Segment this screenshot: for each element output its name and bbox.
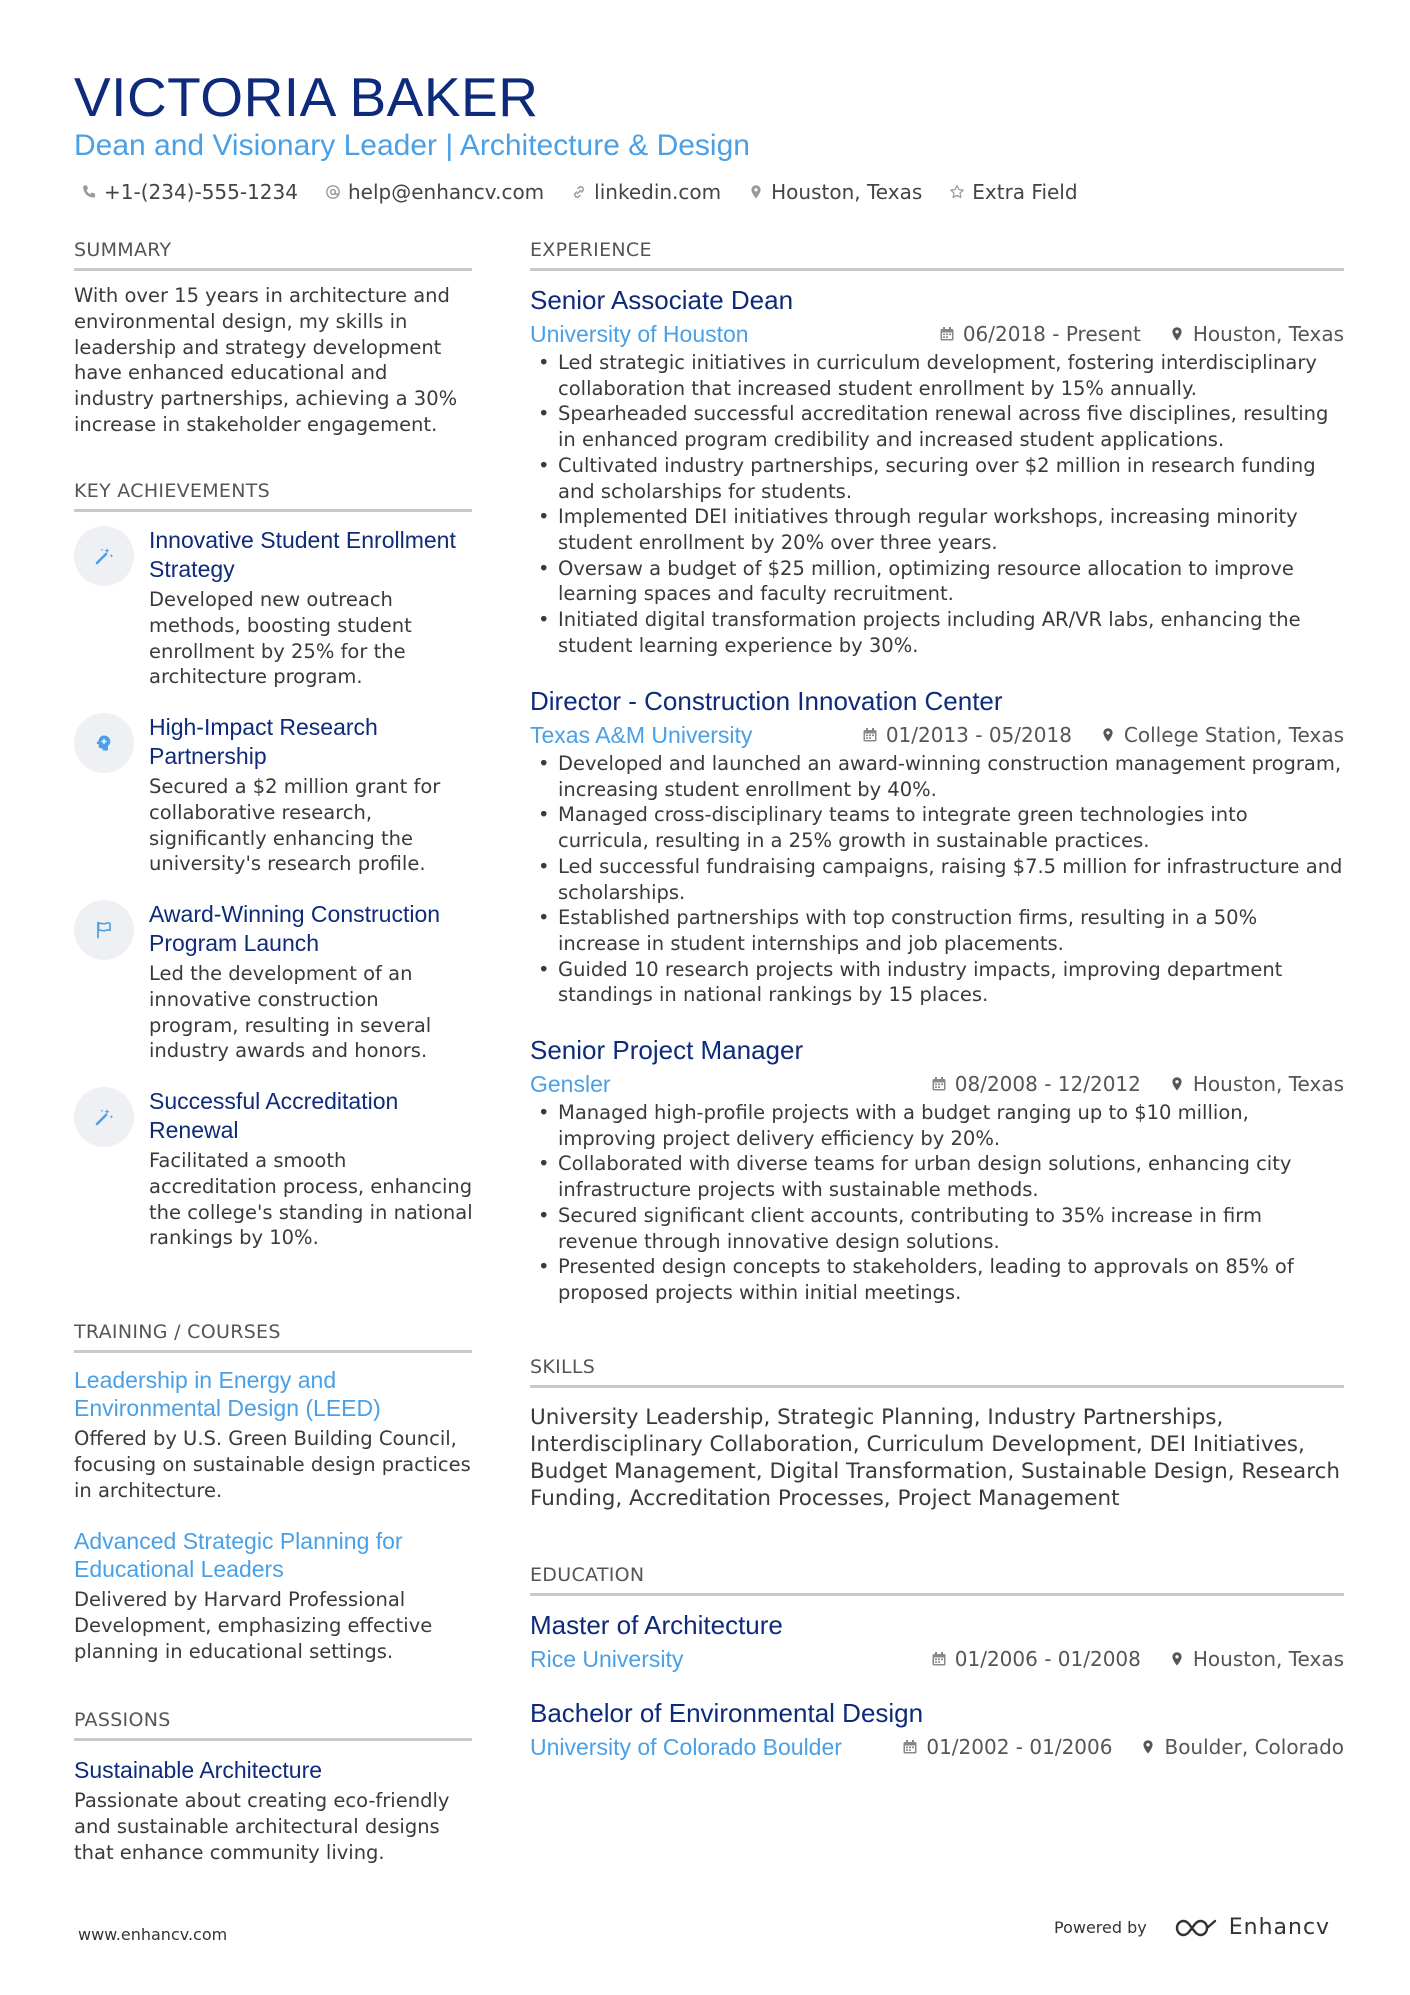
candidate-name: VICTORIA BAKER (74, 66, 539, 128)
job-location (1169, 1070, 1344, 1098)
job-bullet: • Led strategic initiatives in curriculum development, fostering interdisciplinary collaboration that increased student enrollment by 15% annually. (530, 350, 1344, 401)
job-bullet: • Guided 10 research projects with industry impacts, improving department standings in national rankings by 15 places. (530, 957, 1344, 1008)
job-company: Gensler (530, 1071, 611, 1097)
passion-item (74, 1756, 472, 1865)
brand-name: Enhancv (1228, 1915, 1331, 1940)
job-meta (530, 721, 1344, 749)
edu-dates (931, 1645, 1141, 1673)
contact-phone[interactable] (80, 178, 298, 206)
training-heading: TRAINING / COURSES (74, 1320, 472, 1353)
achievement-item (74, 900, 474, 1064)
education-entry (530, 1609, 1344, 1673)
edu-dates-text: 01/2002 - 01/2006 (926, 1735, 1113, 1759)
calendar-icon (931, 1651, 947, 1667)
course-item (74, 1366, 472, 1503)
flag-icon (74, 900, 134, 960)
job-bullet: • Secured significant client accounts, contributing to 35% increase in firm revenue through innovative design solutions. (530, 1203, 1344, 1254)
contact-location-text: Houston, Texas (771, 180, 923, 204)
job-bullet: • Led successful fundraising campaigns, raising $7.5 million for infrastructure and scholarships. (530, 854, 1344, 905)
edu-school: University of Colorado Boulder (530, 1734, 842, 1760)
achievement-desc: Facilitated a smooth accreditation process, enhancing the college's standing in national rankings by 10%. (149, 1149, 473, 1250)
job-bullet: • Oversaw a budget of $25 million, optimizing resource allocation to improve learning spaces and faculty recruitment. (530, 556, 1344, 607)
achievement-item (74, 1087, 474, 1251)
job-meta (530, 320, 1344, 348)
calendar-icon (902, 1739, 918, 1755)
edu-degree: Master of Architecture (530, 1610, 783, 1640)
edu-location-text: Boulder, Colorado (1164, 1735, 1344, 1759)
magic-wand-icon (74, 526, 134, 586)
course-desc: Offered by U.S. Green Building Council, focusing on sustainable design practices in architecture. (74, 1427, 471, 1502)
location-icon (747, 183, 765, 201)
contact-location (747, 178, 922, 206)
job-location (1169, 320, 1344, 348)
job-bullet: • Developed and launched an award-winning construction management program, increasing student enrollment by 40%. (530, 751, 1344, 802)
edu-location (1140, 1733, 1344, 1761)
location-icon (1169, 326, 1185, 342)
contact-linkedin-text: linkedin.com (594, 180, 722, 204)
calendar-icon (939, 326, 955, 342)
job-location (1100, 721, 1344, 749)
passion-desc: Passionate about creating eco-friendly and sustainable architectural designs that enhance community living. (74, 1789, 450, 1864)
education-entry (530, 1697, 1344, 1761)
footer-website[interactable]: www.enhancv.com (78, 1925, 228, 1944)
edu-dates-text: 01/2006 - 01/2008 (954, 1647, 1141, 1671)
job-bullet: • Implemented DEI initiatives through regular workshops, increasing minority student enrollment by 20% over three years. (530, 504, 1344, 555)
achievement-desc: Secured a $2 million grant for collaborative research, significantly enhancing the university's research profile. (149, 775, 441, 876)
edu-location-text: Houston, Texas (1192, 1647, 1344, 1671)
at-icon (324, 183, 342, 201)
job-entry (530, 1034, 1344, 1306)
job-bullet: • Initiated digital transformation projects including AR/VR labs, enhancing the student learning experience by 30%. (530, 607, 1344, 658)
calendar-icon (862, 727, 878, 743)
contact-linkedin[interactable] (570, 178, 721, 206)
job-bullet: • Spearheaded successful accreditation renewal across five disciplines, resulting in enhanced program credibility and increased student applications. (530, 401, 1344, 452)
passions-heading: PASSIONS (74, 1708, 472, 1741)
passion-title: Sustainable Architecture (74, 1757, 323, 1783)
education-heading: EDUCATION (530, 1563, 1344, 1596)
achievement-title: High-Impact Research Partnership (149, 714, 378, 769)
achievements-heading: KEY ACHIEVEMENTS (74, 479, 472, 512)
link-icon (570, 183, 588, 201)
location-icon (1100, 727, 1116, 743)
job-bullets (530, 751, 1344, 1008)
location-icon (1140, 1739, 1156, 1755)
job-dates (939, 320, 1141, 348)
job-bullets (530, 350, 1344, 658)
contact-email-text: help@enhancv.com (347, 180, 545, 204)
contact-extra (948, 178, 1077, 206)
magic-wand-icon (74, 1087, 134, 1147)
job-bullet: • Presented design concepts to stakeholders, leading to approvals on 85% of proposed projects within initial meetings. (530, 1254, 1344, 1305)
location-icon (1169, 1651, 1185, 1667)
calendar-icon (931, 1076, 947, 1092)
job-meta (530, 1070, 1344, 1098)
achievement-item (74, 713, 474, 877)
candidate-title: Dean and Visionary Leader | Architecture & Design (74, 129, 750, 162)
achievement-item (74, 526, 474, 690)
edu-location (1169, 1645, 1344, 1673)
achievement-desc: Developed new outreach methods, boosting student enrollment by 25% for the architecture program. (149, 588, 412, 689)
experience-heading: EXPERIENCE (530, 238, 1344, 271)
achievement-title: Innovative Student Enrollment Strategy (149, 527, 456, 582)
contact-phone-text: +1-(234)-555-1234 (104, 180, 298, 204)
skills-heading: SKILLS (530, 1355, 1344, 1388)
brain-icon (74, 713, 134, 773)
job-dates (862, 721, 1072, 749)
course-title: Leadership in Energy and Environmental Design (LEED) (74, 1367, 381, 1421)
course-desc: Delivered by Harvard Professional Development, emphasizing effective planning in educational settings. (74, 1588, 433, 1663)
job-title: Senior Associate Dean (530, 285, 794, 315)
job-bullet: • Established partnerships with top construction firms, resulting in a 50% increase in student internships and job placements. (530, 905, 1344, 956)
edu-school: Rice University (530, 1646, 684, 1672)
course-title: Advanced Strategic Planning for Educational Leaders (74, 1528, 403, 1582)
job-title: Director - Construction Innovation Center (530, 686, 1003, 716)
enhancv-logo-icon (1173, 1916, 1219, 1940)
job-location-text: Houston, Texas (1192, 1072, 1344, 1096)
job-company: University of Houston (530, 321, 749, 347)
job-company: Texas A&M University (530, 722, 753, 748)
achievement-desc: Led the development of an innovative construction program, resulting in several industry awards and honors. (149, 962, 432, 1063)
job-location-text: Houston, Texas (1192, 322, 1344, 346)
summary-text: With over 15 years in architecture and environmental design, my skills in leadership and strategy development have enhanced educational and industry partnerships, achieving a 30% increase in stakeholder engagement. (74, 284, 458, 436)
course-item (74, 1527, 472, 1664)
powered-by-text: Powered by (1054, 1918, 1147, 1937)
job-bullets (530, 1100, 1344, 1306)
job-title: Senior Project Manager (530, 1035, 804, 1065)
job-bullet: • Cultivated industry partnerships, securing over $2 million in research funding and scholarships for students. (530, 453, 1344, 504)
edu-meta (530, 1733, 1344, 1761)
achievement-title: Award-Winning Construction Program Launch (149, 901, 441, 956)
job-location-text: College Station, Texas (1123, 723, 1344, 747)
contact-extra-text: Extra Field (972, 180, 1078, 204)
summary-heading: SUMMARY (74, 238, 472, 271)
job-entry (530, 284, 1344, 658)
footer-branding (1054, 1915, 1330, 1940)
contact-bar (80, 178, 1104, 206)
achievement-title: Successful Accreditation Renewal (149, 1088, 399, 1143)
job-bullet: • Managed high-profile projects with a budget ranging up to $10 million, improving project delivery efficiency by 20%. (530, 1100, 1344, 1151)
job-dates-text: 06/2018 - Present (962, 322, 1141, 346)
star-icon (948, 183, 966, 201)
job-dates (931, 1070, 1141, 1098)
job-dates-text: 08/2008 - 12/2012 (954, 1072, 1141, 1096)
edu-dates (902, 1733, 1112, 1761)
job-dates-text: 01/2013 - 05/2018 (885, 723, 1072, 747)
phone-icon (80, 183, 98, 201)
edu-degree: Bachelor of Environmental Design (530, 1698, 924, 1728)
job-entry (530, 685, 1344, 1008)
edu-meta (530, 1645, 1344, 1673)
job-bullet: • Managed cross-disciplinary teams to integrate green technologies into curricula, resulting in a 25% growth in sustainable practices. (530, 802, 1344, 853)
job-bullet: • Collaborated with diverse teams for urban design solutions, enhancing city infrastructure projects with sustainable methods. (530, 1151, 1344, 1202)
location-icon (1169, 1076, 1185, 1092)
skills-text: University Leadership, Strategic Planning, Industry Partnerships, Interdisciplinary Collaboration, Curriculum Development, DEI Initiatives, Budget Management, Digital Transformation, Sustainable Design, Research Funding, Accreditation Processes, Project Management (530, 1405, 1341, 1511)
contact-email[interactable] (324, 178, 544, 206)
